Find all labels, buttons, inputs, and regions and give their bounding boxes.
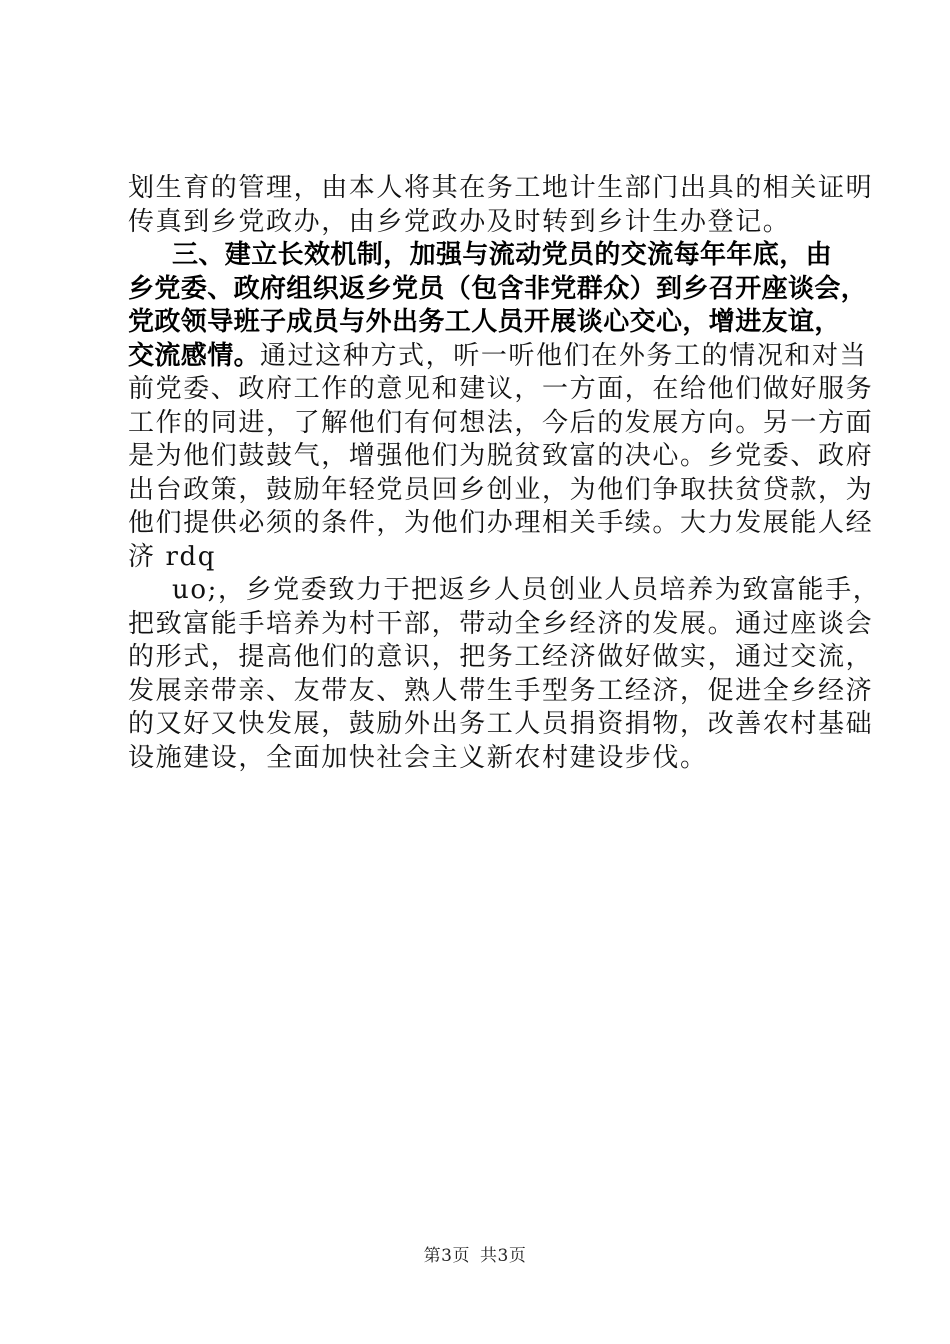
text-line: uo;，乡党委致力于把返乡人员创业人员培养为致富能手，: [172, 575, 881, 605]
bold-text-fragment: 交流感情。: [128, 340, 261, 371]
page-number-total: 共3页: [480, 1246, 527, 1266]
bold-heading-line: 三、建立长效机制，加强与流动党员的交流每年年底，由: [172, 240, 833, 270]
paragraph-1: [128, 172, 874, 239]
text-line: 划生育的管理，由本人将其在务工地计生部门出具的相关证明: [128, 173, 874, 203]
page-footer: [0, 1241, 950, 1266]
text-fragment: 通过这种方式，听一听他们在外务工的情况和对当: [260, 340, 868, 371]
mixed-text-line: [128, 340, 868, 374]
page-number-current: 第3页: [423, 1246, 470, 1266]
text-line: 前党委、政府工作的意见和建议，一方面，在给他们做好服务: [128, 374, 874, 404]
text-line: 出台政策，鼓励年轻党员回乡创业，为他们争取扶贫贷款，为: [128, 474, 874, 505]
paragraph-3: [128, 574, 881, 775]
text-line: 发展亲带亲、友带友、熟人带生手型务工经济，促进全乡经济: [128, 675, 874, 706]
text-line: 是为他们鼓鼓气，增强他们为脱贫致富的决心。乡党委、政府: [128, 441, 874, 471]
bold-heading-line: 乡党委、政府组织返乡党员（包含非党群众）到乡召开座谈会，: [128, 273, 868, 304]
bold-heading-line: 党政领导班子成员与外出务工人员开展谈心交心，增进友谊，: [128, 307, 841, 337]
text-line: 他们提供必须的条件，为他们办理相关手续。大力发展能人经: [128, 508, 874, 538]
text-line: 把致富能手培养为村干部，带动全乡经济的发展。通过座谈会: [128, 608, 874, 639]
paragraph-2: [128, 239, 874, 574]
text-line: 工作的同进，了解他们有何想法，今后的发展方向。另一方面: [128, 407, 874, 438]
text-line: 的形式，提高他们的意识，把务工经济做好做实，通过交流，: [128, 642, 874, 672]
text-line: 的又好又快发展，鼓励外出务工人员捐资捐物，改善农村基础: [128, 709, 874, 739]
text-line: 设施建设，全面加快社会主义新农村建设步伐。: [128, 742, 708, 773]
text-line: 济 rdq: [128, 541, 216, 572]
text-line: 传真到乡党政办，由乡党政办及时转到乡计生办登记。: [128, 206, 791, 237]
document-body: [128, 172, 881, 775]
